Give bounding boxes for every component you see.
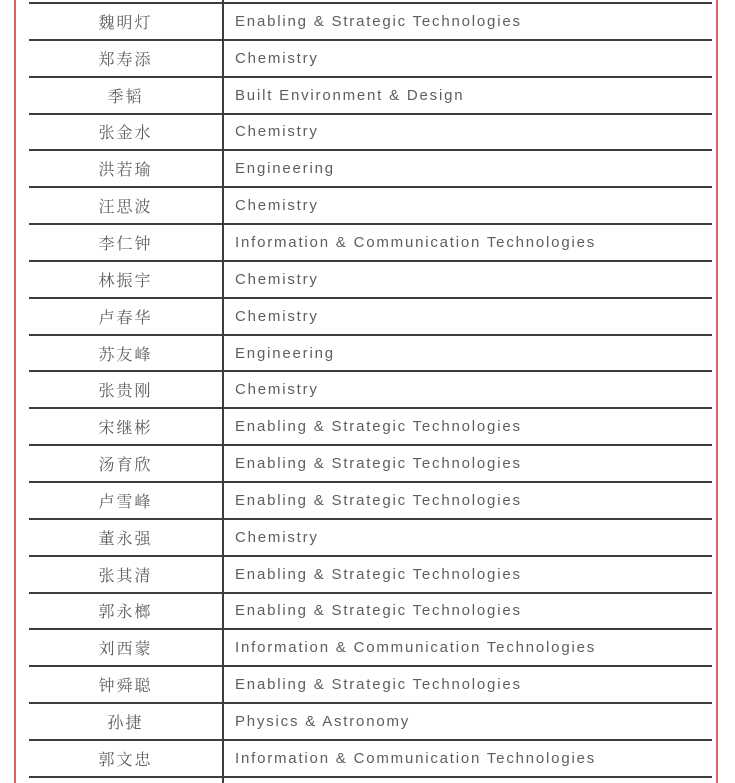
research-field-cell: Chemistry [235,197,319,215]
research-field-cell: Chemistry [235,528,319,546]
researcher-name-cell: 李仁钟 [29,225,224,260]
researcher-name-cell: 张金水 [29,115,224,150]
research-field-cell: Chemistry [235,49,319,67]
researcher-name-cell: 卢雪峰 [29,483,224,518]
researcher-name-cell: 孙捷 [29,704,224,739]
table-row [29,223,712,260]
research-field-cell: Enabling & Strategic Technologies [235,676,522,694]
researcher-name-cell: 林振宇 [29,262,224,297]
right-accent-border [716,0,718,783]
researcher-name-cell: 董永强 [29,520,224,555]
research-field-cell: Enabling & Strategic Technologies [235,565,522,583]
research-field-cell: Information & Communication Technologies [235,639,597,657]
researcher-name-cell: 苏友峰 [29,336,224,371]
name-cell [29,0,224,2]
research-field-cell: Chemistry [235,270,319,288]
researcher-name-cell: 季韬 [29,78,224,113]
partial-row-bottom [29,776,712,783]
research-field-cell: Information & Communication Technologies [235,233,597,251]
researchers-table [29,0,712,783]
researcher-name-cell: 郑寿添 [29,41,224,76]
research-field-cell: Chemistry [235,123,319,141]
research-field-cell: Enabling & Strategic Technologies [235,491,522,509]
researcher-name-cell: 刘西蒙 [29,630,224,665]
table-row [29,665,712,702]
table-row [29,370,712,407]
name-cell [29,778,224,783]
researcher-name-cell: 宋继彬 [29,409,224,444]
table-row [29,39,712,76]
partial-row-top [29,0,712,2]
researcher-name-cell: 郭永榔 [29,594,224,629]
researcher-name-cell: 卢春华 [29,299,224,334]
table-row [29,444,712,481]
research-field-cell: Enabling & Strategic Technologies [235,418,522,436]
table-row [29,407,712,444]
researcher-name-cell: 洪若瑜 [29,151,224,186]
field-cell [224,778,712,783]
research-field-cell: Physics & Astronomy [235,712,411,730]
researcher-name-cell: 张贵刚 [29,372,224,407]
table-row [29,149,712,186]
table-row [29,334,712,371]
table-row [29,297,712,334]
table-row [29,518,712,555]
researcher-name-cell: 郭文忠 [29,741,224,776]
table-row [29,628,712,665]
research-field-cell: Enabling & Strategic Technologies [235,455,522,473]
researcher-name-cell: 汤育欣 [29,446,224,481]
table-row [29,260,712,297]
left-accent-border [14,0,16,783]
researcher-name-cell: 魏明灯 [29,4,224,39]
research-field-cell: Information & Communication Technologies [235,749,597,767]
table-row [29,76,712,113]
field-cell [224,0,712,2]
research-field-cell: Built Environment & Design [235,86,465,104]
research-field-cell: Chemistry [235,381,319,399]
researcher-name-cell: 张其清 [29,557,224,592]
researcher-name-cell: 钟舜聪 [29,667,224,702]
research-field-cell: Enabling & Strategic Technologies [235,12,522,30]
research-field-cell: Chemistry [235,307,319,325]
research-field-cell: Engineering [235,160,335,178]
table-row [29,592,712,629]
table-row [29,739,712,776]
table-row [29,702,712,739]
table-row [29,186,712,223]
table-row [29,113,712,150]
research-field-cell: Enabling & Strategic Technologies [235,602,522,620]
researcher-name-cell: 汪思波 [29,188,224,223]
table-row [29,555,712,592]
table-row [29,2,712,39]
research-field-cell: Engineering [235,344,335,362]
table-row [29,481,712,518]
